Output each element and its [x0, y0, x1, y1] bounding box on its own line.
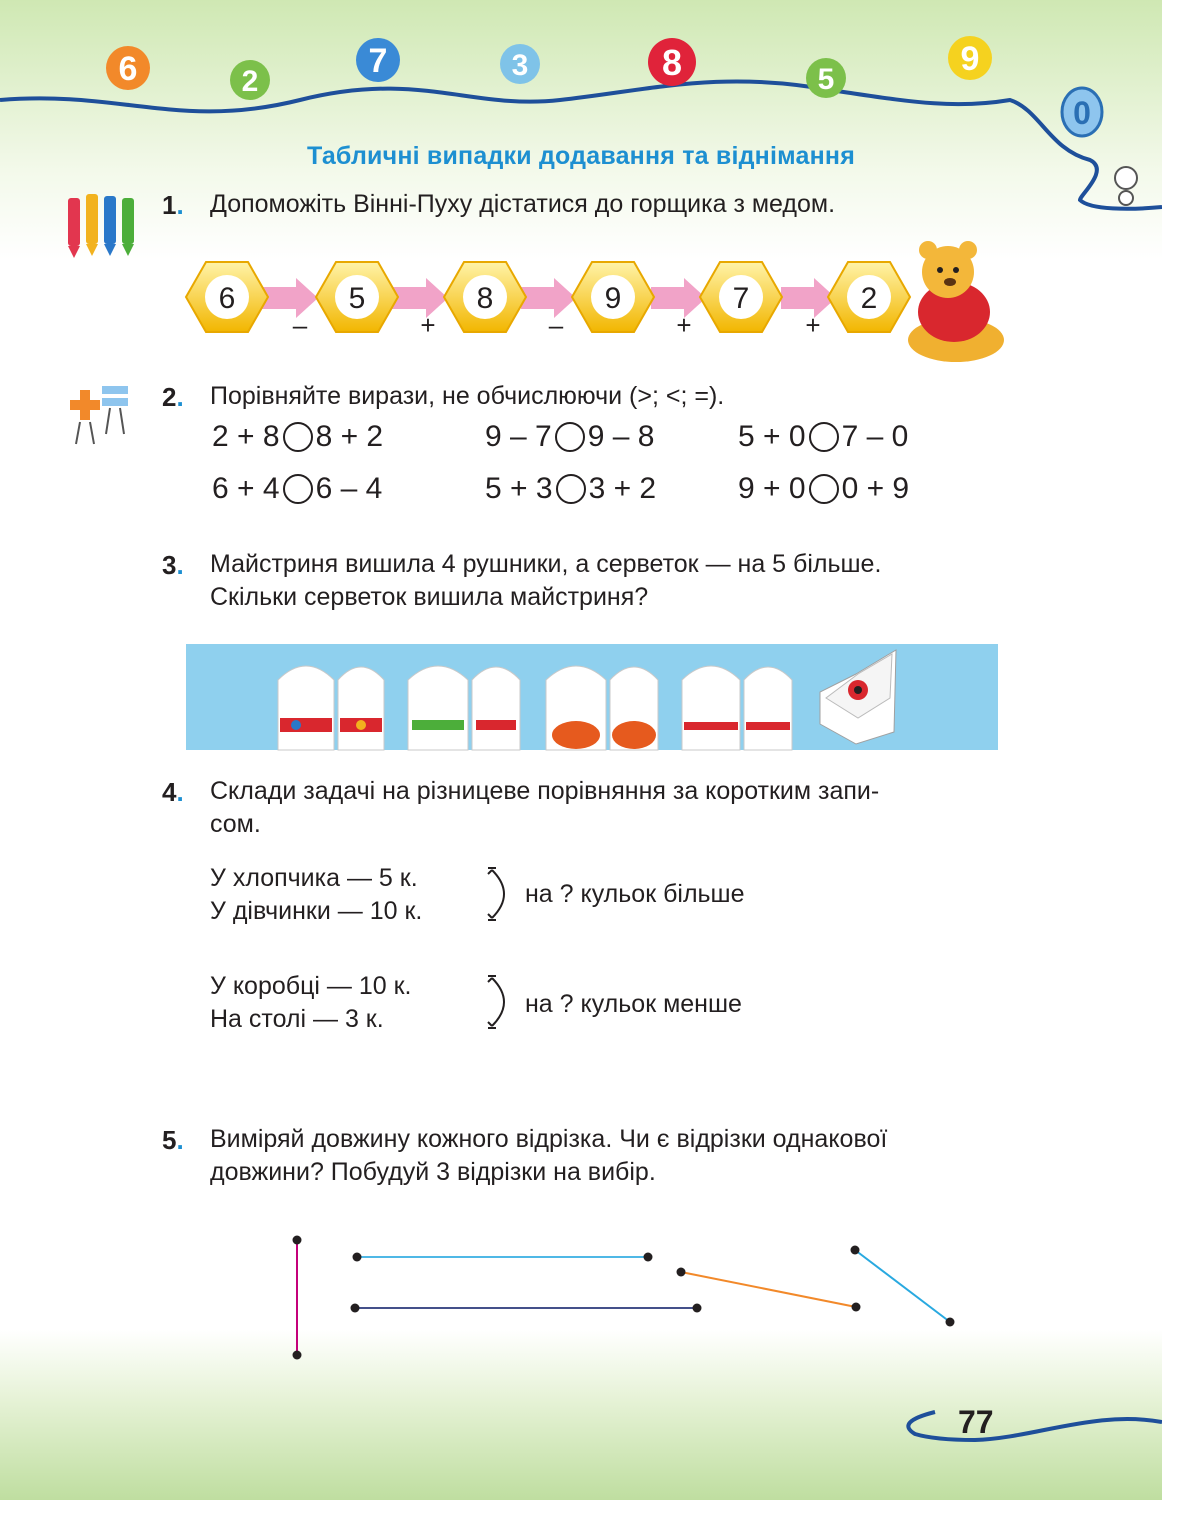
svg-text:7: 7 — [368, 42, 388, 80]
chain-arrow-2 — [391, 278, 448, 340]
small-mascot-figure — [1115, 167, 1137, 205]
chain-hexagon-1 — [186, 262, 268, 332]
svg-text:6: 6 — [218, 282, 236, 315]
chain-hexagon-6 — [828, 262, 910, 332]
task-1-number: 1. — [162, 190, 184, 220]
answer-circle[interactable] — [555, 422, 585, 452]
short-note-2-line-2: На столі — 3 к. — [210, 1005, 384, 1033]
digit-character-0 — [1062, 88, 1102, 136]
task-2-text: Порівняйте вирази, не обчислюючи (>; <; =). — [210, 382, 725, 410]
number-chain — [176, 240, 1016, 365]
towel-3 — [546, 666, 658, 750]
segment-orange-diagonal — [677, 1268, 861, 1312]
short-note-2-line-1: У коробці — 10 к. — [210, 972, 412, 1000]
svg-text:+: + — [420, 310, 436, 340]
page-number: 77 — [958, 1404, 994, 1440]
svg-text:6: 6 — [118, 50, 138, 88]
chain-hexagon-3 — [444, 262, 526, 332]
chain-arrow-4 — [651, 278, 706, 340]
svg-text:–: – — [292, 310, 308, 340]
task-5-number: 5. — [162, 1125, 184, 1155]
svg-text:3: 3 — [511, 49, 529, 82]
svg-text:5: 5 — [817, 63, 835, 96]
segments-drawing — [0, 1220, 1162, 1380]
svg-text:0: 0 — [1073, 95, 1091, 131]
svg-text:5: 5 — [348, 282, 366, 315]
digit-character-7 — [356, 38, 400, 82]
chain-arrow-1 — [261, 278, 318, 340]
task-1-text: Допоможіть Вінні-Пуху дістатися до горщика з медом. — [210, 190, 836, 218]
task-3-line-2: Скільки серветок вишила майстриня? — [210, 583, 649, 611]
answer-circle[interactable] — [809, 422, 839, 452]
chain-hexagon-2 — [316, 262, 398, 332]
svg-text:7: 7 — [732, 282, 750, 315]
chain-arrow-5 — [781, 278, 836, 340]
svg-text:+: + — [805, 310, 821, 340]
task-4-line-1: Склади задачі на різницеве порівняння за коротким запи- — [210, 777, 880, 805]
pencils-icon — [60, 188, 142, 260]
chain-hexagon-5 — [700, 262, 782, 332]
answer-circle[interactable] — [556, 474, 586, 504]
digit-character-9 — [948, 36, 992, 80]
footer-wave — [895, 1400, 1162, 1460]
svg-text:–: – — [548, 310, 564, 340]
chain-hexagon-4 — [572, 262, 654, 332]
comparison-5: 5 + 3 3 + 2 — [485, 472, 657, 505]
short-note-1-question: на ? кульок більше — [525, 880, 745, 908]
segment-vertical — [293, 1236, 302, 1360]
task-2-number: 2. — [162, 382, 184, 412]
comparison-6: 9 + 0 0 + 9 — [738, 472, 910, 505]
task-4-number: 4. — [162, 777, 184, 807]
svg-text:9: 9 — [604, 282, 622, 315]
svg-text:8: 8 — [661, 42, 683, 83]
comparison-3: 5 + 0 7 – 0 — [738, 420, 909, 453]
segment-cyan-diagonal — [851, 1246, 955, 1327]
curved-bracket-2 — [484, 972, 518, 1034]
curved-bracket-1 — [484, 864, 518, 926]
svg-text:8: 8 — [476, 282, 494, 315]
answer-circle[interactable] — [283, 474, 313, 504]
task-5-line-1: Виміряй довжину кожного відрізка. Чи є відрізки однакової — [210, 1125, 888, 1153]
svg-text:9: 9 — [960, 40, 980, 78]
svg-text:2: 2 — [860, 282, 878, 315]
task-3-line-1: Майстриня вишила 4 рушники, а серветок — на 5 більше. — [210, 550, 882, 578]
digit-character-8 — [648, 38, 696, 86]
svg-text:+: + — [676, 310, 692, 340]
comparison-2: 9 – 7 9 – 8 — [485, 420, 655, 453]
svg-text:2: 2 — [241, 65, 259, 98]
towel-2 — [408, 666, 520, 750]
digit-character-5 — [806, 58, 846, 98]
answer-circle[interactable] — [283, 422, 313, 452]
task-5-line-2: довжини? Побудуй 3 відрізки на вибір. — [210, 1158, 656, 1186]
page-title: Табличні випадки додавання та віднімання — [306, 142, 855, 170]
towel-4 — [682, 666, 792, 750]
winnie-the-pooh-picture — [908, 241, 1004, 362]
segment-dark-blue-horizontal — [351, 1304, 702, 1313]
short-note-2 — [210, 970, 411, 1036]
short-note-1 — [210, 862, 422, 928]
short-note-1-line-2: У дівчинки — 10 к. — [210, 897, 423, 925]
towel-1 — [278, 666, 384, 750]
short-note-2-question: на ? кульок менше — [525, 990, 742, 1018]
math-symbols-icon — [60, 378, 136, 448]
answer-circle[interactable] — [809, 474, 839, 504]
chain-arrow-3 — [521, 278, 576, 340]
task-4-line-2: сом. — [210, 810, 261, 838]
digit-character-6 — [106, 46, 150, 90]
comparison-1: 2 + 8 8 + 2 — [212, 420, 384, 453]
short-note-1-line-1: У хлопчика — 5 к. — [210, 864, 418, 892]
towels-picture — [186, 640, 998, 752]
digit-character-3 — [500, 44, 540, 84]
segment-light-blue-horizontal — [353, 1253, 653, 1262]
task-3-number: 3. — [162, 550, 184, 580]
digit-character-2 — [230, 60, 270, 100]
comparison-4: 6 + 4 6 – 4 — [212, 472, 383, 505]
